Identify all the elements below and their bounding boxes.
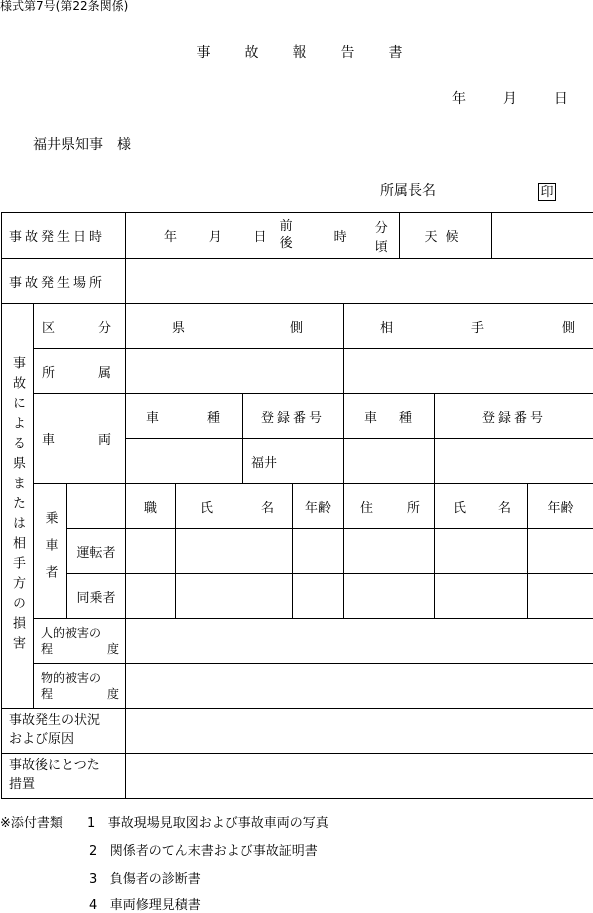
row-fellow-passenger: [2, 574, 593, 619]
other-driver-age-field[interactable]: [528, 529, 593, 574]
fellow-passenger-label: 同乗者: [67, 574, 126, 619]
row-measures: [2, 754, 593, 799]
dt-year-label: 年: [164, 226, 177, 245]
fellow-occupation-field[interactable]: [126, 574, 176, 619]
accident-place-field[interactable]: [126, 259, 593, 304]
row-passenger-headers: [2, 484, 593, 529]
vehicle-label: 車 両: [34, 394, 126, 484]
row-vehicle-headers: [2, 394, 593, 439]
weather-label: 天候: [400, 213, 492, 259]
attachment-item: 2 関係者のてん末書および事故証明書: [89, 840, 318, 859]
pref-name-header: 氏 名: [176, 484, 293, 529]
fellow-age-field[interactable]: [293, 574, 344, 619]
prefecture-side-header: 県 側: [126, 304, 344, 349]
situation-label: 事故発生の状況 および原因: [2, 709, 126, 754]
accident-datetime-field[interactable]: [126, 213, 400, 259]
other-reg-number-field[interactable]: [435, 439, 593, 484]
dt-hour-label: 時: [334, 226, 347, 245]
other-fellow-age-field[interactable]: [528, 574, 593, 619]
driver-occupation-field[interactable]: [126, 529, 176, 574]
fellow-address-field[interactable]: [344, 574, 435, 619]
document-title: 事故報告書: [0, 46, 593, 60]
pref-reg-number-header: 登録番号: [243, 394, 344, 439]
driver-name-field[interactable]: [176, 529, 293, 574]
am-label: 前: [280, 219, 293, 235]
report-date-line: [452, 92, 568, 106]
accident-place-label: 事故発生場所: [2, 259, 126, 304]
row-situation: [2, 709, 593, 754]
am-pm-selector[interactable]: [280, 219, 293, 252]
date-month-label: 月: [503, 92, 517, 106]
passengers-label: 乗車者: [34, 484, 67, 619]
addressee: 福井県知事 様: [33, 138, 131, 152]
weather-field[interactable]: [492, 213, 593, 259]
human-damage-field[interactable]: [126, 619, 593, 664]
measures-field[interactable]: [126, 754, 593, 799]
row-classification: [2, 304, 593, 349]
affiliation-label: 所 属: [34, 349, 126, 394]
property-damage-label: 物的被害の 程 度: [34, 664, 126, 709]
property-damage-field[interactable]: [126, 664, 593, 709]
other-reg-number-header: 登録番号: [435, 394, 593, 439]
row-driver: [2, 529, 593, 574]
situation-field[interactable]: [126, 709, 593, 754]
pref-age-header: 年齢: [293, 484, 344, 529]
driver-age-field[interactable]: [293, 529, 344, 574]
damage-header: 事故による県または相手方の損害: [2, 304, 34, 709]
row-accident-place: [2, 259, 593, 304]
accident-datetime-label: 事故発生日時: [2, 213, 126, 259]
pref-affiliation-field[interactable]: [126, 349, 344, 394]
human-damage-label: 人的被害の 程 度: [34, 619, 126, 664]
other-name-header: 氏 名: [435, 484, 528, 529]
row-property-damage: [2, 664, 593, 709]
classification-label: 区 分: [34, 304, 126, 349]
fellow-name-field[interactable]: [176, 574, 293, 619]
manager-name-label: 所属長名: [380, 184, 436, 198]
measures-label: 事故後にとつた 措置: [2, 754, 126, 799]
date-day-label: 日: [554, 92, 568, 106]
address-header: 住 所: [344, 484, 435, 529]
pref-vehicle-type-field[interactable]: [126, 439, 243, 484]
other-vehicle-type-field[interactable]: [344, 439, 435, 484]
other-fellow-name-field[interactable]: [435, 574, 528, 619]
attachments-header: ※添付書類: [0, 812, 63, 831]
accident-report-table: [1, 212, 593, 799]
attachment-item: 3 負傷者の診断書: [89, 868, 201, 887]
dt-day-label: 日: [254, 226, 267, 245]
passenger-role-blank: [67, 484, 126, 529]
form-number-label: 様式第7号(第22条関係): [0, 0, 128, 12]
other-age-header: 年齢: [528, 484, 593, 529]
other-vehicle-type-header: 車 種: [344, 394, 435, 439]
other-party-side-header: 相 手 側: [344, 304, 593, 349]
dt-month-label: 月: [209, 226, 222, 245]
occupation-header: 職: [126, 484, 176, 529]
other-driver-name-field[interactable]: [435, 529, 528, 574]
row-human-damage: [2, 619, 593, 664]
driver-address-field[interactable]: [344, 529, 435, 574]
row-accident-datetime: [2, 213, 593, 259]
pm-label: 後: [280, 236, 293, 252]
other-affiliation-field[interactable]: [344, 349, 593, 394]
driver-label: 運転者: [67, 529, 126, 574]
date-year-label: 年: [452, 92, 466, 106]
seal-mark: 印: [538, 183, 556, 201]
attachment-item: 1 事故現場見取図および事故車両の写真: [87, 812, 329, 831]
row-affiliation: [2, 349, 593, 394]
pref-reg-number-field[interactable]: 福井: [243, 439, 344, 484]
dt-minute-label: 分頃: [375, 217, 399, 255]
pref-vehicle-type-header: 車 種: [126, 394, 243, 439]
attachment-item: 4 車両修理見積書: [89, 894, 201, 913]
